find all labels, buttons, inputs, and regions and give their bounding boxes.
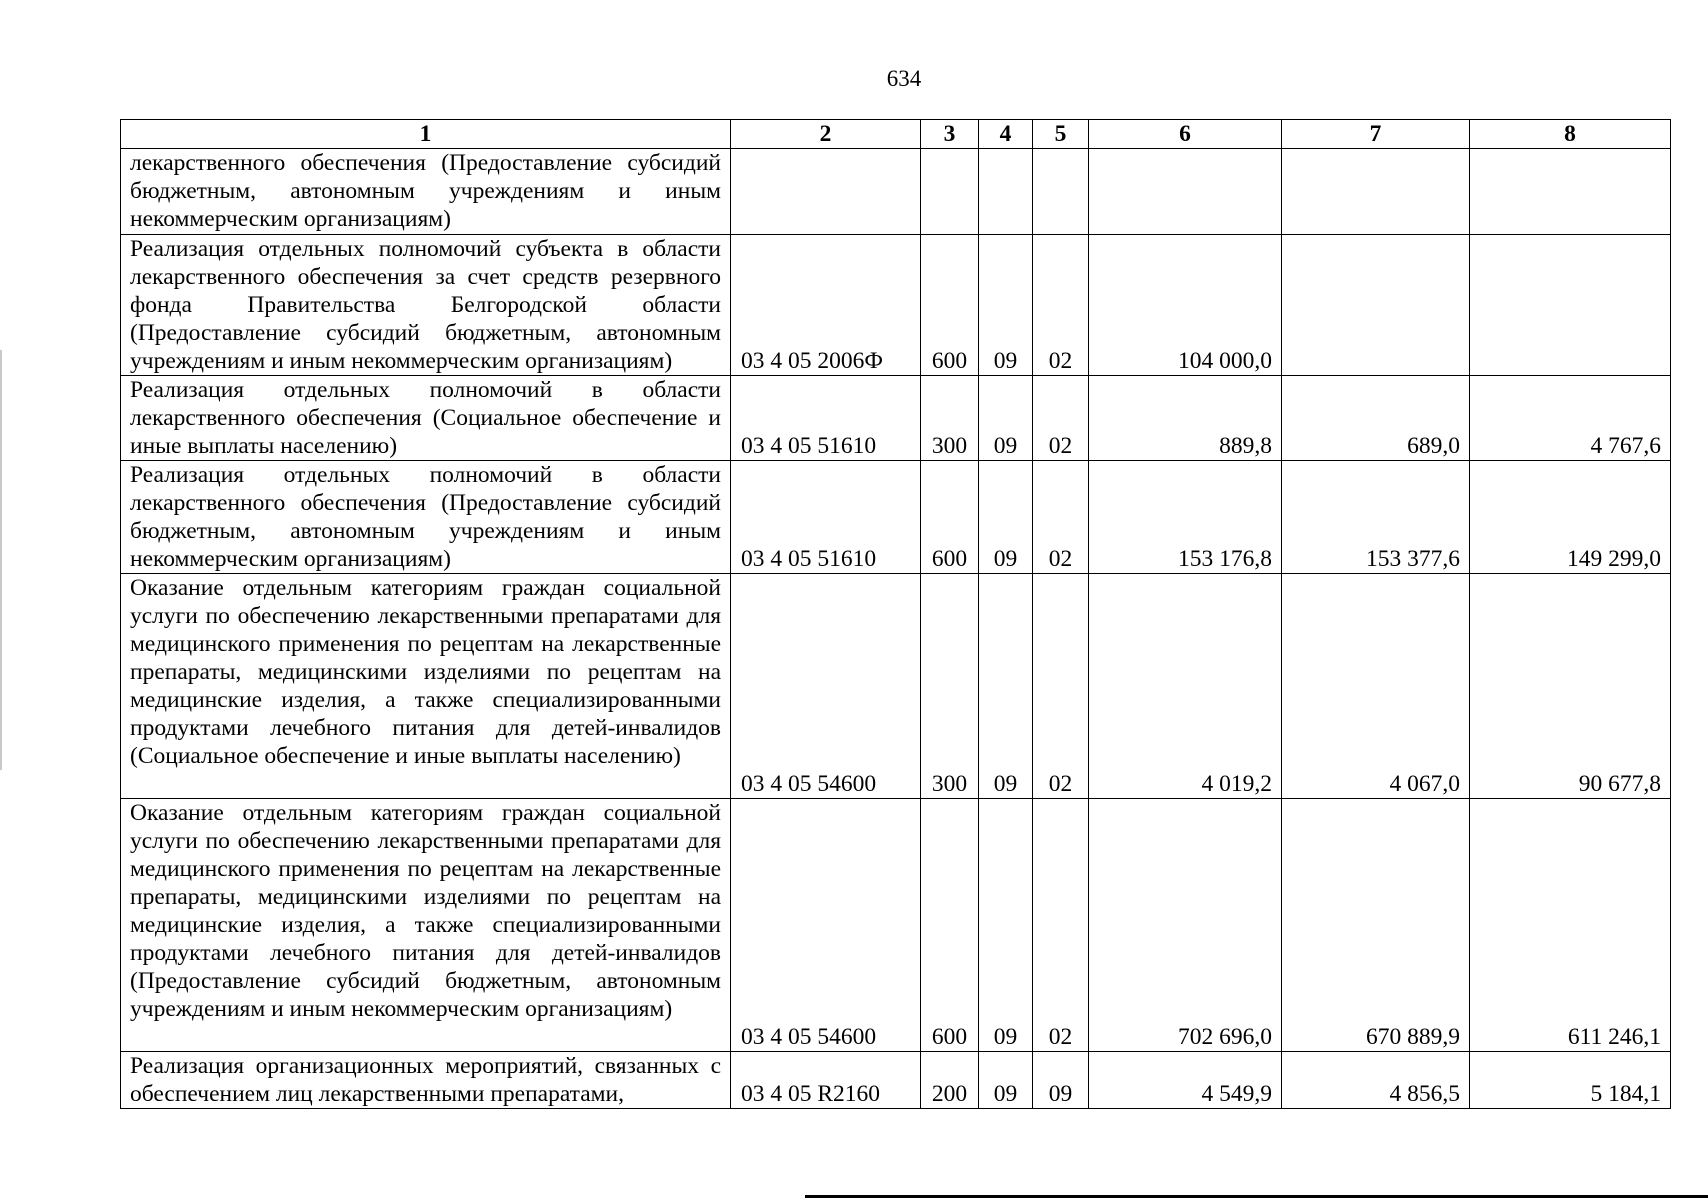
row-amount-6 — [1089, 149, 1282, 235]
row-amount-7 — [1282, 149, 1470, 235]
row-rz: 09 — [979, 799, 1033, 1052]
row-amount-6: 153 176,8 — [1089, 461, 1282, 574]
row-pr: 02 — [1033, 376, 1089, 461]
row-amount-6: 104 000,0 — [1089, 235, 1282, 376]
row-amount-6: 4 019,2 — [1089, 574, 1282, 799]
row-amount-8: 90 677,8 — [1470, 574, 1671, 799]
row-description: Реализация отдельных полномочий в области лекарственного обеспечения (Социальное обеспечение и иные выплаты населению) — [121, 376, 731, 461]
row-amount-7: 689,0 — [1282, 376, 1470, 461]
row-amount-8 — [1470, 149, 1671, 235]
column-header: 6 — [1089, 120, 1282, 149]
row-code: 03 4 05 2006Ф — [731, 235, 921, 376]
page-number: 634 — [886, 66, 922, 91]
row-amount-7: 4 856,5 — [1282, 1052, 1470, 1109]
row-vr: 600 — [921, 235, 979, 376]
row-vr — [921, 149, 979, 235]
row-rz: 09 — [979, 461, 1033, 574]
bottom-rule — [805, 1195, 1708, 1198]
table-row — [121, 1052, 1671, 1109]
row-rz: 09 — [979, 235, 1033, 376]
row-amount-8: 4 767,6 — [1470, 376, 1671, 461]
row-vr: 300 — [921, 574, 979, 799]
row-code: 03 4 05 54600 — [731, 574, 921, 799]
table-row — [121, 799, 1671, 1052]
row-amount-7: 4 067,0 — [1282, 574, 1470, 799]
column-header: 3 — [921, 120, 979, 149]
row-vr: 300 — [921, 376, 979, 461]
row-pr: 09 — [1033, 1052, 1089, 1109]
row-amount-8 — [1470, 235, 1671, 376]
row-amount-6: 702 696,0 — [1089, 799, 1282, 1052]
row-description: Реализация отдельных полномочий в области лекарственного обеспечения (Предоставление субсидий бюджетным, автономным учреждениям и иным некоммерческим организациям) — [121, 461, 731, 574]
table-row — [121, 461, 1671, 574]
row-pr: 02 — [1033, 574, 1089, 799]
column-header: 5 — [1033, 120, 1089, 149]
row-pr — [1033, 149, 1089, 235]
table-row — [121, 574, 1671, 799]
row-description: лекарственного обеспечения (Предоставление субсидий бюджетным, автономным учреждениям и иным некоммерческим организациям) — [121, 149, 731, 235]
row-description: Оказание отдельным категориям граждан социальной услуги по обеспечению лекарственными препаратами для медицинского применения по рецептам на лекарственные препараты, медицинскими изделиями по рецептам на медицинские изделия, а также специализированными продуктами лечебного питания для детей-инвалидов (Социальное обеспечение и иные выплаты населению) — [121, 574, 731, 799]
scan-edge-mark — [0, 350, 2, 770]
row-amount-7: 153 377,6 — [1282, 461, 1470, 574]
row-rz: 09 — [979, 376, 1033, 461]
row-vr: 600 — [921, 799, 979, 1052]
row-amount-8: 149 299,0 — [1470, 461, 1671, 574]
column-header: 7 — [1282, 120, 1470, 149]
row-pr: 02 — [1033, 461, 1089, 574]
table-row — [121, 235, 1671, 376]
budget-table — [120, 119, 1671, 1109]
row-description: Реализация отдельных полномочий субъекта в области лекарственного обеспечения за счет средств резервного фонда Правительства Белгородской области (Предоставление субсидий бюджетным, автономным учреждениям и иным некоммерческим организациям) — [121, 235, 731, 376]
row-code: 03 4 05 51610 — [731, 461, 921, 574]
row-rz: 09 — [979, 1052, 1033, 1109]
column-header: 4 — [979, 120, 1033, 149]
row-code: 03 4 05 R2160 — [731, 1052, 921, 1109]
table-row — [121, 376, 1671, 461]
row-pr: 02 — [1033, 235, 1089, 376]
row-code: 03 4 05 54600 — [731, 799, 921, 1052]
row-amount-7 — [1282, 235, 1470, 376]
row-amount-6: 889,8 — [1089, 376, 1282, 461]
row-amount-6: 4 549,9 — [1089, 1052, 1282, 1109]
row-code: 03 4 05 51610 — [731, 376, 921, 461]
row-rz: 09 — [979, 574, 1033, 799]
column-header: 2 — [731, 120, 921, 149]
column-header: 1 — [121, 120, 731, 149]
row-code — [731, 149, 921, 235]
row-description: Реализация организационных мероприятий, связанных с обеспечением лиц лекарственными препаратами, — [121, 1052, 731, 1109]
row-rz — [979, 149, 1033, 235]
row-amount-7: 670 889,9 — [1282, 799, 1470, 1052]
header-row — [121, 120, 1671, 149]
row-vr: 600 — [921, 461, 979, 574]
row-description: Оказание отдельным категориям граждан социальной услуги по обеспечению лекарственными препаратами для медицинского применения по рецептам на лекарственные препараты, медицинскими изделиями по рецептам на медицинские изделия, а также специализированными продуктами лечебного питания для детей-инвалидов (Предоставление субсидий бюджетным, автономным учреждениям и иным некоммерческим организациям) — [121, 799, 731, 1052]
table-row — [121, 149, 1671, 235]
row-amount-8: 611 246,1 — [1470, 799, 1671, 1052]
row-vr: 200 — [921, 1052, 979, 1109]
row-pr: 02 — [1033, 799, 1089, 1052]
column-header: 8 — [1470, 120, 1671, 149]
row-amount-8: 5 184,1 — [1470, 1052, 1671, 1109]
